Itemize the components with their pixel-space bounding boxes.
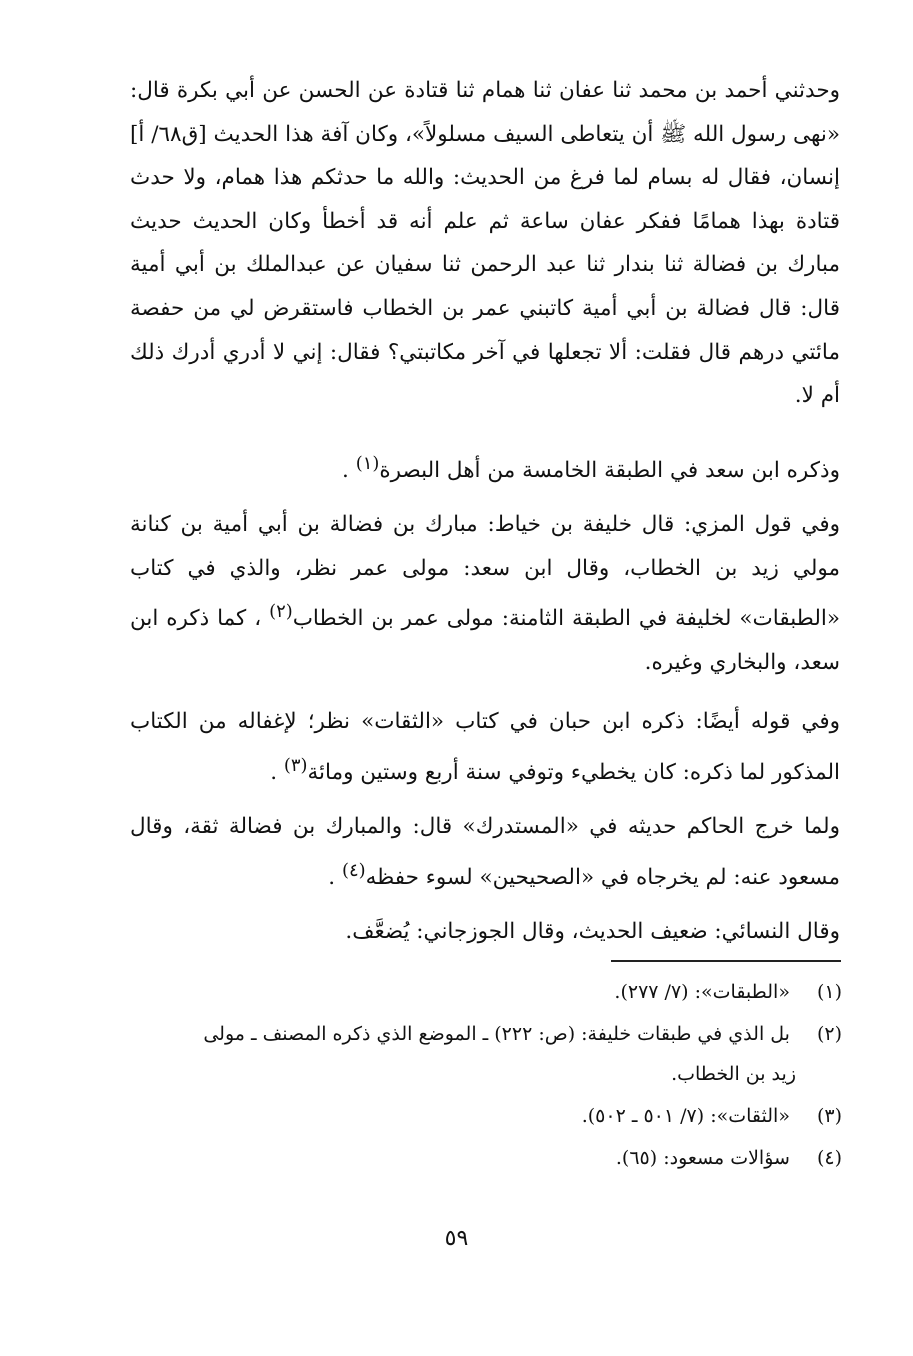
page-number: ٥٩ <box>444 1226 469 1251</box>
paragraph-text-end: . <box>328 864 342 890</box>
footnote-ref-3: (٣) <box>283 754 308 776</box>
paragraph-text-body: وفي قوله أيضًا: ذكره ابن حبان في كتاب «الثقات» نظر؛ لإغفاله من الكتاب المذكور لما ذكره: كان يخطيء وتوفي سنة أربع وستين ومائة <box>130 709 840 785</box>
footnote-number: (٣) <box>816 1105 842 1127</box>
footnote-ref-4: (٤) <box>341 859 366 881</box>
hakim-paragraph <box>130 805 840 899</box>
paragraph-text-body: ولما خرج الحاكم حديثه في «المستدرك» قال: والمبارك بن فضالة ثقة، وقال مسعود عنه: لم يخرجاه في «الصحيحين» لسوء حفظه <box>130 814 840 890</box>
paragraph-text-end: ، كما ذكره ابن سعد، والبخاري وغيره. <box>130 606 840 675</box>
paragraph-text <box>130 503 840 685</box>
footnote-text: «الثقات»: (٧/ ٥٠١ ـ ٥٠٢). <box>581 1105 790 1127</box>
ibn-saad-paragraph <box>130 442 840 493</box>
paragraph-text-body: وفي قول المزي: قال خليفة بن خياط: مبارك بن فضالة بن أبي أمية بن كنانة مولي زيد بن الخطاب، وقال ابن سعد: مولى عمر نظر، والذي في كتاب «الطبقات» لخليفة في الطبقة الثامنة: مولى عمر بن الخطاب <box>130 512 840 632</box>
footnote-number: (٤) <box>816 1147 842 1169</box>
paragraph-text <box>130 700 840 794</box>
footnote-divider <box>611 960 841 962</box>
footnote-number: (١) <box>816 981 842 1003</box>
paragraph-text: وحدثني أحمد بن محمد ثنا عفان ثنا همام ثنا قتادة عن الحسن عن أبي بكرة قال: «نهى رسول الله ﷺ أن يتعاطى السيف مسلولاً»، وكان آفة هذا الحديث [ق٦٨/ أ] إنسان، فقال له بسام لما فرغ من الحديث: والله ما حدثكم هذا همام، ولا حدث قتادة بهذا همامًا ففكر عفان ساعة ثم علم أنه قد أخطأ وكان الحديث حديث مبارك بن فضالة ثنا بندار ثنا عبد الرحمن ثنا سفيان عن عبدالملك بن أبي أمية قال: قال فضالة بن أبي أمية كاتبني عمر بن الخطاب فاستقرض لي من حفصة مائتي درهم قال فقلت: ألا تجعلها في آخر مكاتبتي؟ فقال: إني لا أدري أدرك ذلك أم لا. <box>130 78 840 409</box>
footnote-4 <box>130 1138 842 1178</box>
footnote-3 <box>130 1096 842 1136</box>
paragraph-text <box>130 805 840 899</box>
paragraph-text-body: وذكره ابن سعد في الطبقة الخامسة من أهل البصرة <box>379 458 840 484</box>
footnote-ref-1: (١) <box>355 453 380 474</box>
main-paragraph <box>130 69 840 418</box>
ibn-hibban-paragraph <box>130 700 840 794</box>
footnote-text-continued: زيد بن الخطاب. <box>671 1063 796 1085</box>
paragraph-text: وقال النسائي: ضعيف الحديث، وقال الجوزجاني: يُضعَّف. <box>345 919 840 944</box>
footnote-text: بل الذي في طبقات خليفة: (ص: ٢٢٢) ـ الموضع الذي ذكره المصنف ـ مولى <box>203 1023 790 1045</box>
footnote-number: (٢) <box>816 1023 842 1045</box>
paragraph-text <box>130 442 840 493</box>
footnote-text: «الطبقات»: (٧/ ٢٧٧). <box>614 981 790 1003</box>
footnote-ref-2: (٢) <box>269 601 293 623</box>
mizzi-paragraph <box>130 503 840 685</box>
paragraph-text-end: . <box>270 759 284 785</box>
paragraph-text-end: . <box>342 458 356 484</box>
nasai-paragraph <box>130 910 840 954</box>
footnote-2 <box>130 1014 842 1094</box>
footnote-1 <box>130 972 842 1012</box>
footnote-text: سؤالات مسعود: (٦٥). <box>615 1147 790 1169</box>
